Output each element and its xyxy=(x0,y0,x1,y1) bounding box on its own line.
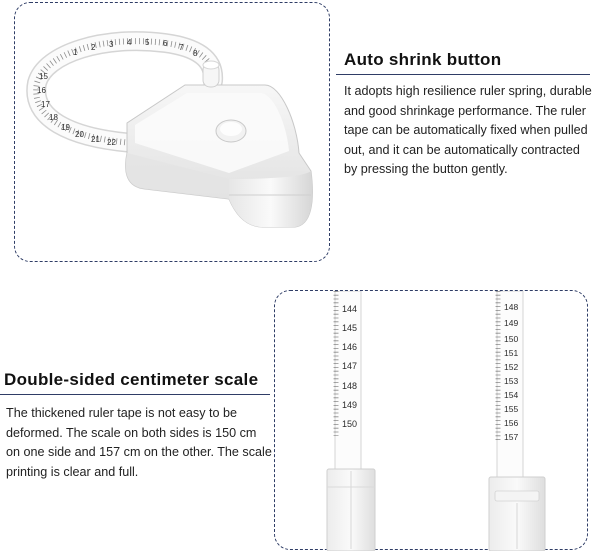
tape-number: 151 xyxy=(504,348,519,358)
tape-number: 149 xyxy=(342,400,358,410)
tape-number: 146 xyxy=(342,342,358,352)
tape-number: 145 xyxy=(342,323,358,333)
tape-number: 18 xyxy=(49,113,58,122)
ruler-tape-illustration xyxy=(275,291,589,551)
tape-number: 4 xyxy=(127,38,132,47)
feature-heading-double-sided-scale: Double-sided centimeter scale xyxy=(4,370,259,389)
tape-number: 2 xyxy=(91,43,96,52)
tape-number: 6 xyxy=(163,39,168,48)
tape-number: 150 xyxy=(504,334,519,344)
tape-number: 157 xyxy=(504,432,519,442)
tape-number: 21 xyxy=(91,135,100,144)
tape-number: 19 xyxy=(61,123,70,132)
tape-number: 156 xyxy=(504,418,519,428)
measuring-tape-device-illustration xyxy=(15,3,331,263)
tape-number: 153 xyxy=(504,376,519,386)
tape-number: 15 xyxy=(39,72,48,81)
tape-number: 20 xyxy=(75,130,84,139)
tape-number: 17 xyxy=(41,100,50,109)
product-photo-frame-top xyxy=(14,2,330,262)
tape-number: 148 xyxy=(342,381,358,391)
tape-number: 144 xyxy=(342,304,358,314)
tape-number: 22 xyxy=(107,138,116,147)
feature-description-double-sided-scale: The thickened ruler tape is not easy to be deformed. The scale on both sides is 150 cm on one side and 157 cm on the other. The scale printing is clear and full. xyxy=(6,406,272,479)
tape-number: 1 xyxy=(73,48,78,57)
tape-number: 154 xyxy=(504,390,519,400)
tape-number: 152 xyxy=(504,362,519,372)
tape-number: 150 xyxy=(342,419,358,429)
tape-number: 147 xyxy=(342,361,358,371)
tape-number: 148 xyxy=(504,302,519,312)
tape-number: 149 xyxy=(504,318,519,328)
tape-number: 7 xyxy=(179,43,184,52)
heading-underline xyxy=(0,394,270,395)
tape-number: 16 xyxy=(37,86,46,95)
feature-heading-auto-shrink: Auto shrink button xyxy=(344,50,502,69)
tape-number: 3 xyxy=(109,40,114,49)
feature-description-auto-shrink: It adopts high resilience ruler spring, durable and good shrinkage performance. The ruler tape can be automatically fixed when pulled out, and it can be automatically contracted by pressing the button gently. xyxy=(344,84,592,176)
tape-number: 155 xyxy=(504,404,519,414)
tape-number: 5 xyxy=(145,38,150,47)
product-photo-frame-bottom xyxy=(274,290,588,550)
tape-number: 8 xyxy=(193,49,198,58)
heading-underline xyxy=(336,74,590,75)
